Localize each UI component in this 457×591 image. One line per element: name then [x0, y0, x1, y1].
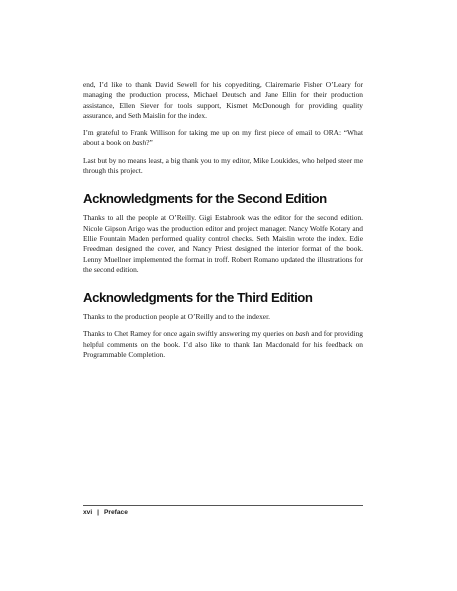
emphasis-bash: bash: [295, 329, 310, 339]
page-body: [83, 80, 363, 366]
emphasis-bash: bash: [132, 138, 147, 148]
footer-separator: |: [97, 509, 100, 516]
footer-divider: [83, 505, 363, 506]
running-section-name: Preface: [104, 509, 128, 516]
paragraph-thanks-production: end, I’d like to thank David Sewell for his copyediting, Clairemarie Fisher O’Leary for managing the production process, Michael Deutsch and Jane Ellin for their production assistance, Ellen Siever for tools support, Kismet McDonough for providing quality assurance, and Seth Maislin for the index.: [83, 80, 363, 120]
heading-third-edition: Acknowledgments for the Third Edition: [83, 290, 313, 306]
page-number: xvi: [83, 509, 93, 516]
paragraph-third-edition-production: Thanks to the production people at O’Reilly and to the indexer.: [83, 312, 270, 322]
heading-second-edition: Acknowledgments for the Second Edition: [83, 191, 327, 207]
paragraph-thanks-frank-willison: I’m grateful to Frank Willison for taking me up on my first piece of email to ORA: “What about a book on bash?”: [83, 128, 363, 148]
paragraph-thanks-editor: Last but by no means least, a big thank you to my editor, Mike Loukides, who helped steer me through this project.: [83, 155, 363, 176]
paragraph-second-edition: Thanks to all the people at O’Reilly. Gigi Estabrook was the editor for the second edition. Nicole Gipson Arigo was the production editor and project manager. Nancy Wolfe Kotary and Ellie Fountain Maden performed quality control checks. Seth Maislin wrote the index. Edie Freedman designed the cover, and Nancy Priest designed the interior format of the book. Lenny Muellner implemented the format in troff. Robert Romano updated the illustrations for the second edition.: [83, 213, 363, 274]
page-footer: [83, 508, 128, 517]
paragraph-third-edition-chet-ramey: Thanks to Chet Ramey for once again swiftly answering my queries on bash and for providing helpful comments on the book. I’d also like to thank Ian Macdonald for his feedback on Programmable Completion.: [83, 329, 363, 360]
